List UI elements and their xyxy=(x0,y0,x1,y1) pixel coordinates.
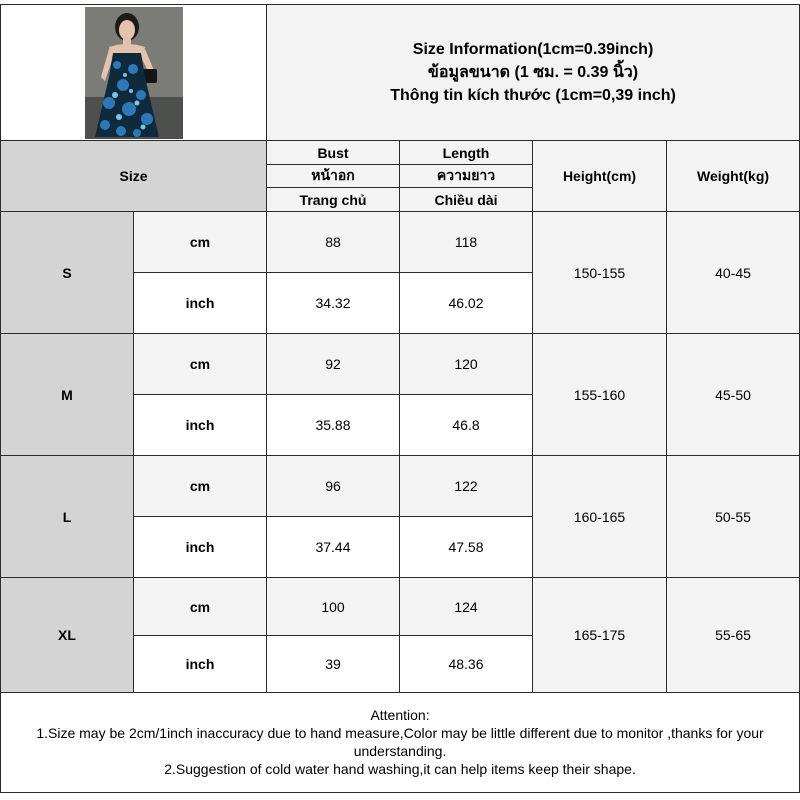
model-in-floral-dress-image xyxy=(85,7,183,139)
weight-l: 50-55 xyxy=(667,456,800,578)
length-cm-s: 118 xyxy=(400,212,533,273)
height-l: 160-165 xyxy=(533,456,667,578)
size-info-english: Size Information(1cm=0.39inch) xyxy=(412,41,654,58)
size-label-xl: XL xyxy=(1,578,134,693)
unit-inch: inch xyxy=(134,636,267,693)
length-header-vi: Chiều dài xyxy=(400,188,533,212)
weight-xl: 55-65 xyxy=(667,578,800,693)
length-inch-l: 47.58 xyxy=(400,517,533,578)
size-label-l: L xyxy=(1,456,134,578)
size-info-vietnamese: Thông tin kích thước (1cm=0,39 inch) xyxy=(390,87,676,104)
size-information-cell xyxy=(267,5,800,141)
length-header-th: ความยาว xyxy=(400,165,533,188)
height-s: 150-155 xyxy=(533,212,667,334)
size-chart-table xyxy=(0,4,800,793)
unit-inch: inch xyxy=(134,273,267,334)
unit-inch: inch xyxy=(134,395,267,456)
size-label-s: S xyxy=(1,212,134,334)
length-inch-s: 46.02 xyxy=(400,273,533,334)
bust-inch-s: 34.32 xyxy=(267,273,400,334)
bust-inch-m: 35.88 xyxy=(267,395,400,456)
bust-cm-m: 92 xyxy=(267,334,400,395)
unit-cm: cm xyxy=(134,212,267,273)
weight-m: 45-50 xyxy=(667,334,800,456)
unit-cm: cm xyxy=(134,456,267,517)
size-column-header: Size xyxy=(1,141,267,212)
product-photo xyxy=(85,7,183,139)
weight-s: 40-45 xyxy=(667,212,800,334)
length-cm-xl: 124 xyxy=(400,578,533,636)
height-xl: 165-175 xyxy=(533,578,667,693)
bust-header-en: Bust xyxy=(267,141,400,165)
bust-cm-xl: 100 xyxy=(267,578,400,636)
length-inch-xl: 48.36 xyxy=(400,636,533,693)
bust-header-th: หน้าอก xyxy=(267,165,400,188)
weight-header: Weight(kg) xyxy=(667,141,800,212)
attention-notes xyxy=(1,693,800,793)
unit-cm: cm xyxy=(134,334,267,395)
attention-title: Attention: xyxy=(370,706,430,723)
unit-inch: inch xyxy=(134,517,267,578)
height-m: 155-160 xyxy=(533,334,667,456)
length-header-en: Length xyxy=(400,141,533,165)
height-header: Height(cm) xyxy=(533,141,667,212)
size-label-m: M xyxy=(1,334,134,456)
length-cm-m: 120 xyxy=(400,334,533,395)
bust-cm-l: 96 xyxy=(267,456,400,517)
bust-inch-l: 37.44 xyxy=(267,517,400,578)
attention-note-1: 1.Size may be 2cm/1inch inaccuracy due to hand measure,Color may be little different due to monitor ,thanks for your understanding. xyxy=(36,724,764,759)
bust-inch-xl: 39 xyxy=(267,636,400,693)
product-photo-cell xyxy=(1,5,267,141)
size-info-thai: ข้อมูลขนาด (1 ซม. = 0.39 นิ้ว) xyxy=(427,64,639,81)
length-inch-m: 46.8 xyxy=(400,395,533,456)
bust-header-vi: Trang chủ xyxy=(267,188,400,212)
unit-cm: cm xyxy=(134,578,267,636)
bust-cm-s: 88 xyxy=(267,212,400,273)
attention-note-2: 2.Suggestion of cold water hand washing,it can help items keep their shape. xyxy=(164,760,636,777)
length-cm-l: 122 xyxy=(400,456,533,517)
